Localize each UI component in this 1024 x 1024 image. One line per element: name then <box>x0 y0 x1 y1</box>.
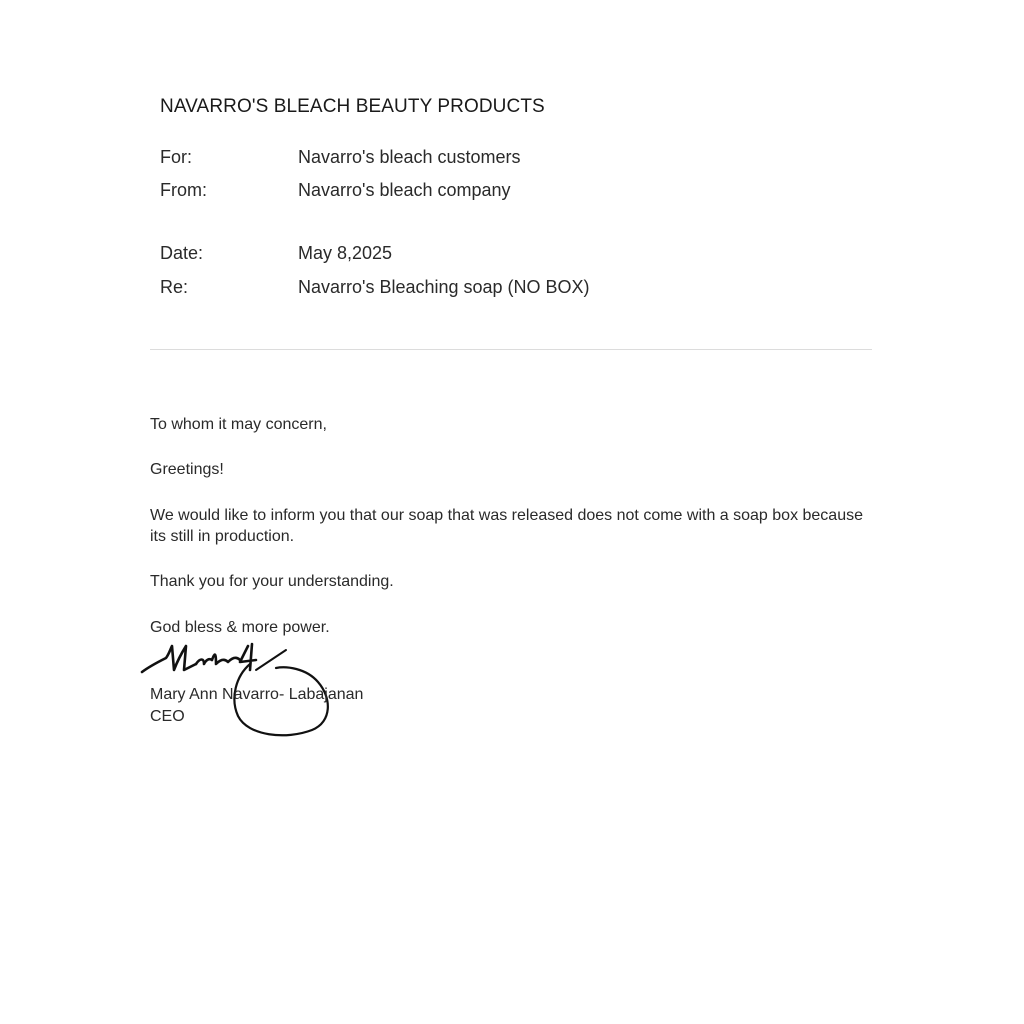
closing-line: God bless & more power. <box>150 619 330 636</box>
signer-title: CEO <box>150 708 185 725</box>
for-label: For: <box>160 147 193 167</box>
thanks-line: Thank you for your understanding. <box>150 573 394 590</box>
for-value: Navarro's bleach customers <box>298 147 521 167</box>
salutation: To whom it may concern, <box>150 416 327 433</box>
date-value: May 8,2025 <box>298 243 393 263</box>
re-label: Re: <box>160 277 189 297</box>
from-value: Navarro's bleach company <box>298 180 511 200</box>
re-value: Navarro's Bleaching soap (NO BOX) <box>298 277 590 297</box>
greeting: Greetings! <box>150 461 224 478</box>
header-divider <box>150 349 872 350</box>
from-label: From: <box>160 180 207 200</box>
signer-name: Mary Ann Navarro- Labajanan <box>150 686 364 703</box>
body-paragraph: We would like to inform you that our soap that was released does not come with a soap box because its still in production. <box>150 507 863 545</box>
company-heading: NAVARRO'S BLEACH BEAUTY PRODUCTS <box>160 96 545 117</box>
date-label: Date: <box>160 243 204 263</box>
